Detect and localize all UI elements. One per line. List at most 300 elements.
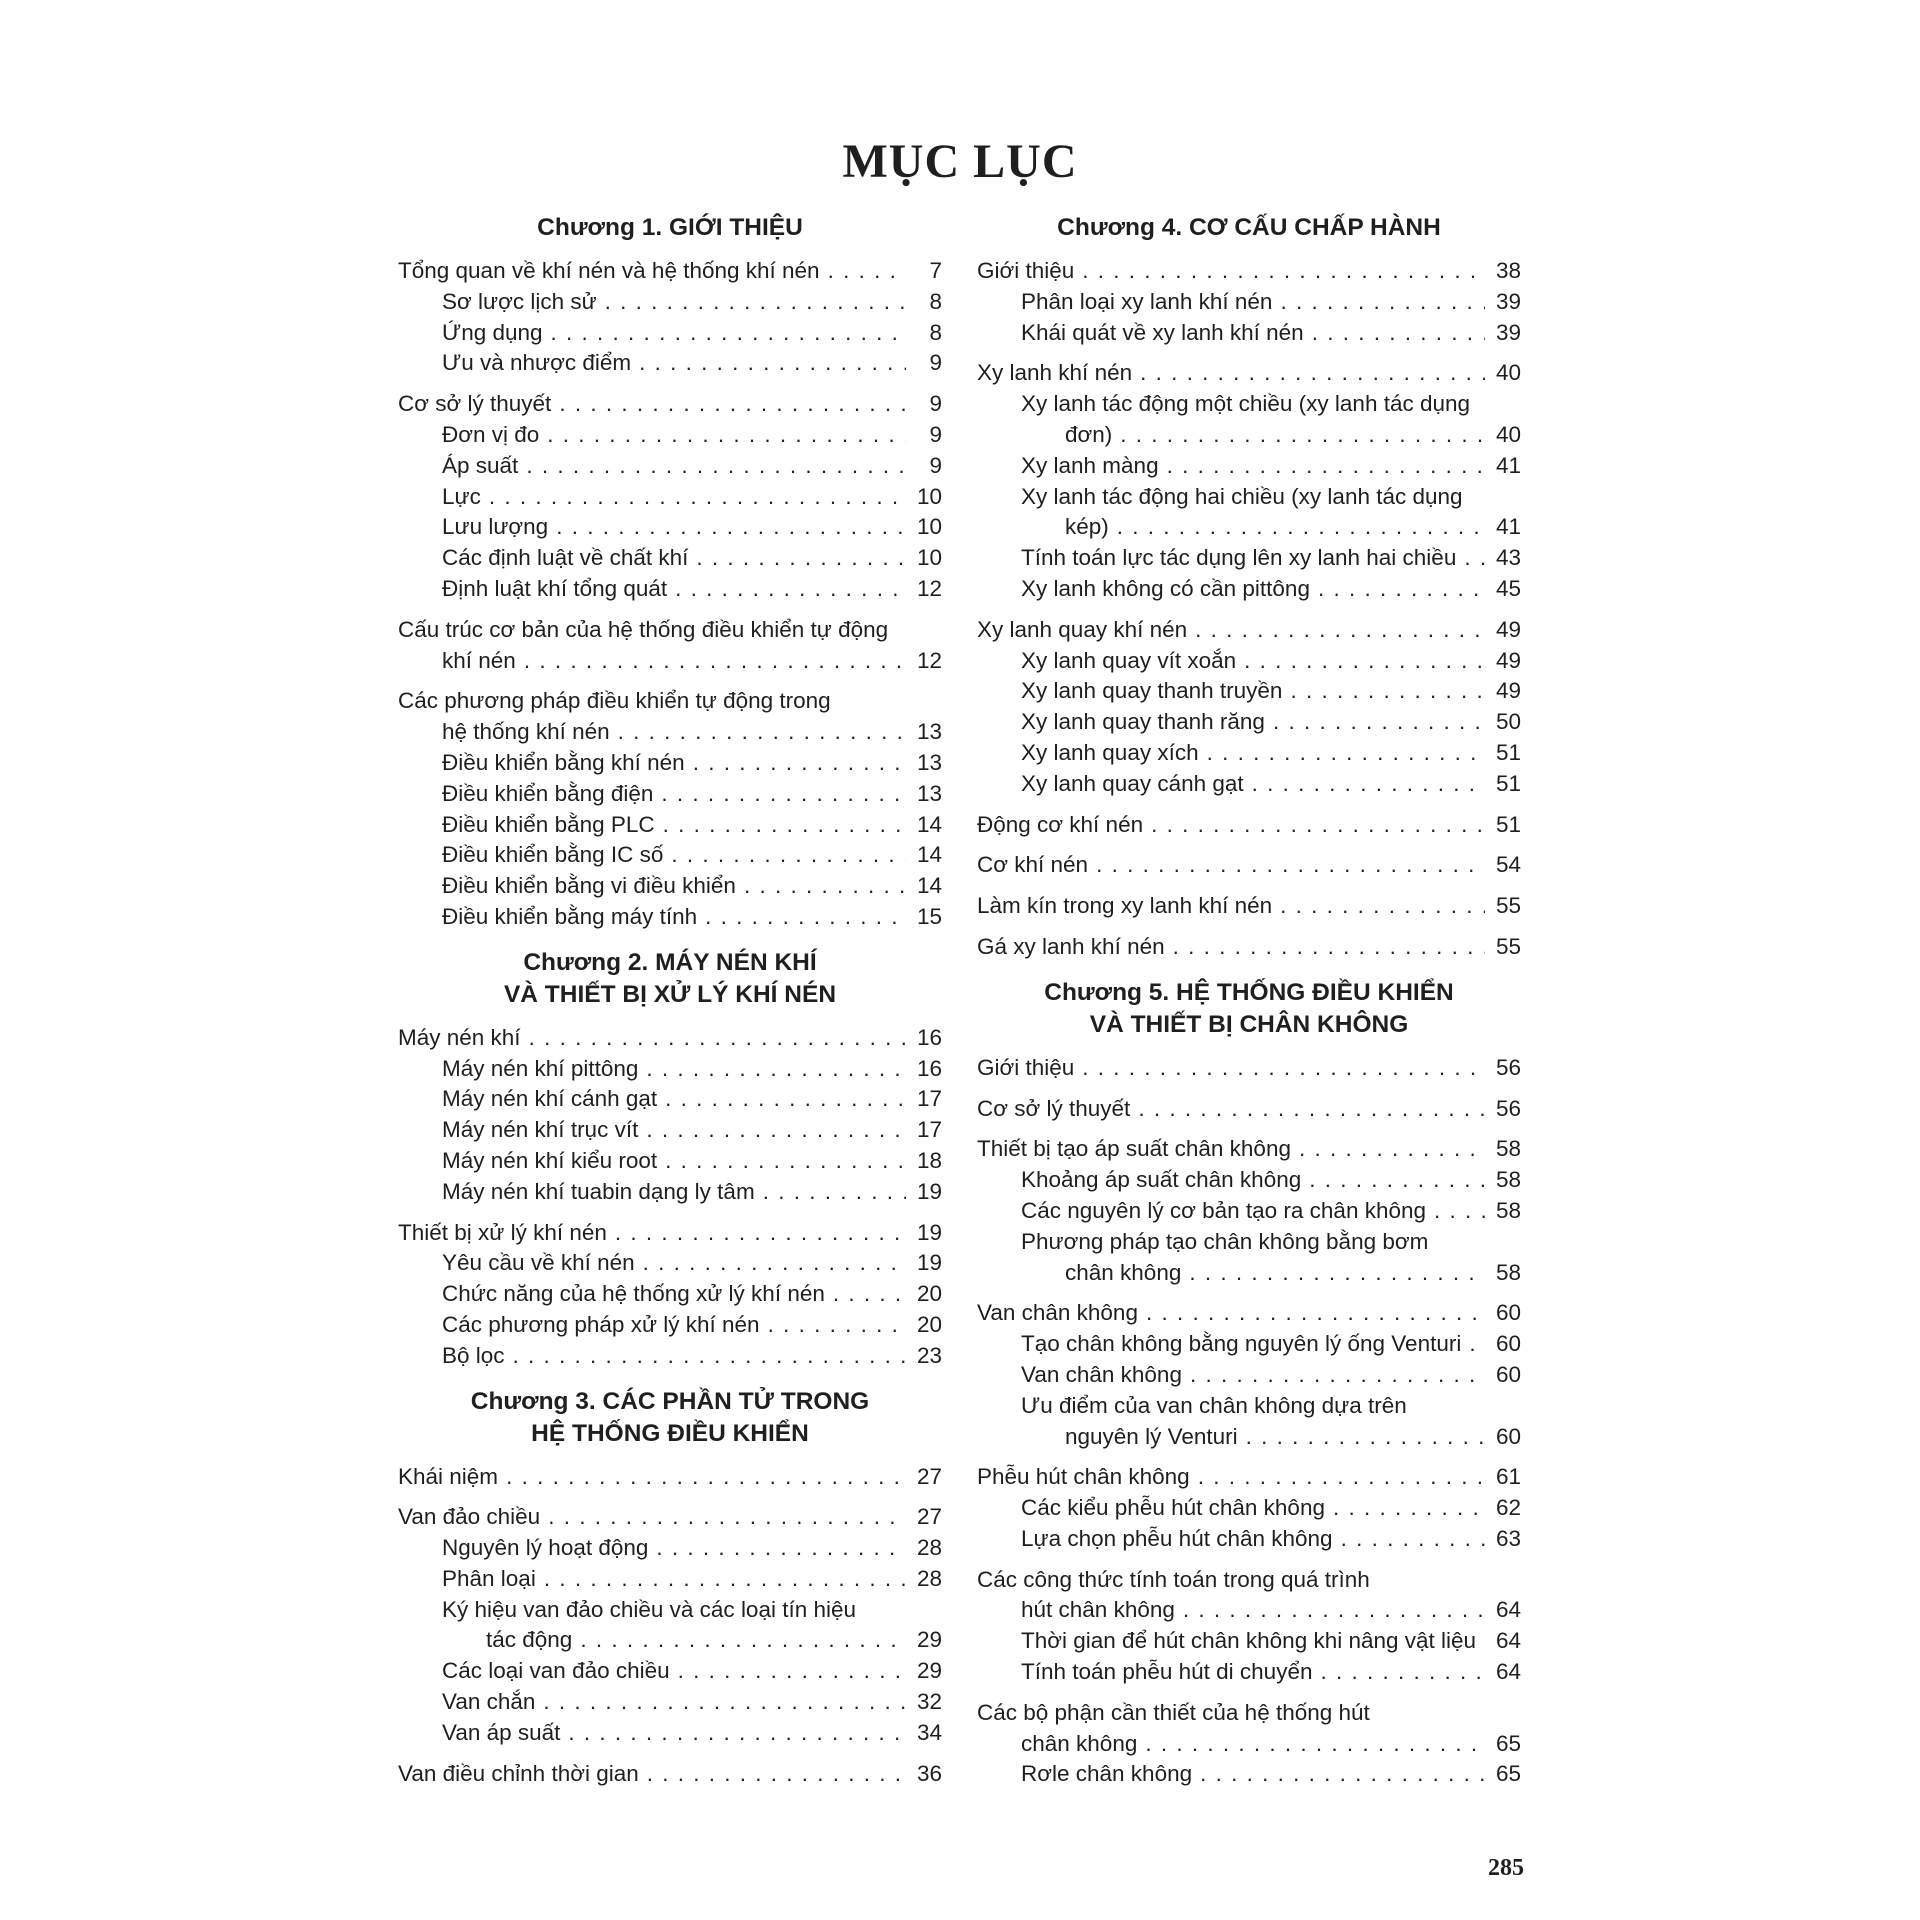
- dot-leader: [1273, 707, 1485, 738]
- toc-page-number: 61: [1495, 1464, 1521, 1490]
- toc-entry-text: Các công thức tính toán trong quá trình: [977, 1566, 1370, 1592]
- toc-page-number: 49: [1495, 647, 1521, 673]
- dot-leader: [1146, 1298, 1485, 1329]
- chapter-heading-line: Chương 2. MÁY NÉN KHÍ: [523, 948, 817, 976]
- toc-page-number: 55: [1495, 893, 1521, 919]
- dot-leader: [529, 1023, 906, 1054]
- toc-page-number: 29: [916, 1627, 942, 1653]
- dot-leader: [1318, 574, 1485, 605]
- toc-entry[interactable]: [977, 574, 1521, 605]
- toc-entry-text: Làm kín trong xy lanh khí nén: [977, 893, 1273, 919]
- page-title: MỤC LỤC: [842, 135, 1078, 188]
- toc-entry-text: Yêu cầu về khí nén: [442, 1250, 635, 1276]
- toc-entry[interactable]: [398, 1502, 942, 1533]
- dot-leader: [544, 1564, 906, 1595]
- dot-leader: [643, 1248, 906, 1279]
- toc-entry[interactable]: [398, 1084, 942, 1115]
- dot-leader: [693, 748, 906, 779]
- toc-entry[interactable]: [977, 707, 1521, 738]
- toc-entry[interactable]: [977, 256, 1521, 287]
- dot-leader: [1200, 1759, 1485, 1790]
- toc-entry-text: Xy lanh không có cần pittông: [1021, 575, 1310, 601]
- toc-entry-text: Xy lanh quay cánh gạt: [1021, 770, 1244, 796]
- dot-leader: [506, 1462, 906, 1493]
- dot-leader: [1280, 891, 1485, 922]
- toc-entry[interactable]: [977, 1391, 1521, 1453]
- toc-entry[interactable]: [977, 1360, 1521, 1391]
- toc-entry-text: Gá xy lanh khí nén: [977, 933, 1165, 959]
- dot-leader: [1117, 512, 1485, 543]
- toc-entry-text-continued: khí nén: [442, 647, 516, 673]
- toc-page-number: 9: [929, 391, 942, 417]
- toc-entry[interactable]: [977, 1759, 1521, 1790]
- toc-left-column: [398, 212, 942, 1789]
- toc-page-number: 45: [1495, 575, 1521, 601]
- toc-page-number: 32: [916, 1689, 942, 1715]
- toc-entry[interactable]: [977, 1196, 1521, 1227]
- dot-leader: [1309, 1165, 1485, 1196]
- dot-leader: [1207, 738, 1485, 769]
- toc-entry[interactable]: [977, 1053, 1521, 1084]
- toc-entry[interactable]: [398, 1533, 942, 1564]
- dot-leader: [1082, 1053, 1485, 1084]
- toc-entry-continuation: [1021, 512, 1521, 543]
- toc-entry-text: Xy lanh quay vít xoắn: [1021, 647, 1237, 673]
- dot-leader: [1190, 1360, 1485, 1391]
- toc-entry[interactable]: [977, 543, 1521, 574]
- toc-entry-text: Các định luật về chất khí: [442, 545, 689, 571]
- toc-entry[interactable]: [398, 420, 942, 451]
- toc-page-number: 54: [1495, 852, 1521, 878]
- dot-leader: [744, 871, 906, 902]
- dot-leader: [605, 287, 906, 318]
- toc-entry-text: Lựa chọn phễu hút chân không: [1021, 1525, 1333, 1551]
- toc-entry[interactable]: [977, 1626, 1521, 1657]
- toc-entry[interactable]: [977, 451, 1521, 482]
- chapter-heading: [398, 947, 942, 1011]
- toc-entry-text: Các nguyên lý cơ bản tạo ra chân không: [1021, 1197, 1427, 1223]
- toc-entry-text: Thiết bị tạo áp suất chân không: [977, 1136, 1291, 1162]
- toc-entry[interactable]: [398, 1759, 942, 1790]
- toc-entry-text: Chức năng của hệ thống xử lý khí nén: [442, 1281, 825, 1307]
- toc-entry[interactable]: [977, 646, 1521, 677]
- dot-leader: [646, 1115, 906, 1146]
- toc-entry[interactable]: [398, 451, 942, 482]
- dot-leader: [1299, 1134, 1485, 1165]
- toc-page-number: 29: [916, 1658, 942, 1684]
- toc-entry[interactable]: [977, 1298, 1521, 1329]
- toc-entry[interactable]: [977, 1657, 1521, 1688]
- toc-page-number: 20: [916, 1311, 942, 1337]
- toc-entry[interactable]: [398, 871, 942, 902]
- toc-entry-text: Cơ sở lý thuyết: [398, 391, 552, 417]
- dot-leader: [1484, 1626, 1485, 1657]
- toc-entry[interactable]: [398, 1177, 942, 1208]
- dot-leader: [1195, 615, 1485, 646]
- toc-page-number: 8: [929, 288, 942, 314]
- toc-page-number: 65: [1495, 1761, 1521, 1787]
- toc-entry[interactable]: [977, 932, 1521, 963]
- toc-entry-text: Cơ sở lý thuyết: [977, 1095, 1131, 1121]
- toc-entry[interactable]: [398, 810, 942, 841]
- toc-entry[interactable]: [398, 574, 942, 605]
- toc-entry-text-continued: kép): [1065, 514, 1109, 540]
- toc-page-number: 18: [916, 1147, 942, 1173]
- dot-leader: [551, 318, 906, 349]
- toc-page-number: 7: [929, 258, 942, 283]
- toc-entry-text: Xy lanh tác động hai chiều (xy lanh tác dụng: [1021, 483, 1463, 509]
- dot-leader: [671, 840, 906, 871]
- toc-page-number: 13: [916, 780, 942, 806]
- dot-leader: [663, 810, 906, 841]
- toc-entry-text: Xy lanh quay thanh răng: [1021, 709, 1265, 735]
- toc-entry-text-continued: nguyên lý Venturi: [1065, 1423, 1238, 1449]
- toc-entry-text: Nguyên lý hoạt động: [442, 1535, 649, 1561]
- toc-page-number: 36: [916, 1760, 942, 1786]
- toc-entry[interactable]: [977, 318, 1521, 349]
- toc-entry-text: Ưu điểm của van chân không dựa trên: [1021, 1392, 1407, 1418]
- toc-page-number: 63: [1495, 1525, 1521, 1551]
- dot-leader: [1290, 676, 1485, 707]
- dot-leader: [1280, 287, 1485, 318]
- toc-page-number: 16: [916, 1024, 942, 1050]
- dot-leader: [568, 1718, 906, 1749]
- toc-page-number: 17: [916, 1117, 942, 1143]
- toc-entry[interactable]: [398, 1218, 942, 1249]
- chapter-section: [398, 1386, 942, 1790]
- toc-entry-text-continued: chân không: [1021, 1730, 1138, 1756]
- chapter-section: [398, 947, 942, 1372]
- toc-entry[interactable]: [398, 748, 942, 779]
- toc-entry[interactable]: [398, 1595, 942, 1657]
- toc-entry[interactable]: [398, 256, 942, 287]
- toc-entry[interactable]: [398, 1341, 942, 1372]
- toc-entry-text: Điều khiển bằng PLC: [442, 811, 655, 837]
- chapter-heading-line: Chương 3. CÁC PHẦN TỬ TRONG: [470, 1387, 870, 1415]
- toc-entry[interactable]: [977, 482, 1521, 544]
- toc-entry-continuation: [1021, 1258, 1521, 1289]
- toc-entry-continuation: [442, 1625, 942, 1656]
- toc-entry[interactable]: [398, 1718, 942, 1749]
- toc-entry[interactable]: [977, 738, 1521, 769]
- chapter-heading: [398, 212, 942, 244]
- toc-entry[interactable]: [398, 902, 942, 933]
- toc-entry-text: Lưu lượng: [442, 514, 549, 540]
- toc-entry-text: Ứng dụng: [442, 319, 543, 345]
- toc-page-number: 10: [916, 514, 942, 540]
- toc-entry[interactable]: [398, 840, 942, 871]
- toc-right-column: [977, 212, 1521, 1790]
- dot-leader: [1341, 1524, 1485, 1555]
- toc-page-number: 9: [929, 452, 942, 478]
- toc-entry[interactable]: [977, 1565, 1521, 1627]
- toc-page-number: 10: [916, 545, 942, 571]
- dot-leader: [1434, 1196, 1485, 1227]
- dot-leader: [661, 779, 906, 810]
- dot-leader: [1312, 318, 1485, 349]
- dot-leader: [828, 256, 906, 287]
- toc-entry[interactable]: [977, 769, 1521, 800]
- toc-entry-text: Lực: [442, 483, 481, 509]
- toc-entry[interactable]: [398, 389, 942, 420]
- toc-entry[interactable]: [977, 1227, 1521, 1289]
- toc-page-number: 39: [1495, 319, 1521, 345]
- toc-page-number: 39: [1495, 288, 1521, 314]
- toc-entry-continuation: [977, 1729, 1521, 1760]
- toc-entry-continuation: [977, 1595, 1521, 1626]
- toc-page-number: 58: [1495, 1259, 1521, 1285]
- toc-entry[interactable]: [398, 1564, 942, 1595]
- toc-entry-text: Máy nén khí kiểu root: [442, 1147, 658, 1173]
- toc-page-number: 62: [1495, 1495, 1521, 1521]
- toc-page-number: 28: [916, 1535, 942, 1561]
- toc-entry[interactable]: [977, 1134, 1521, 1165]
- toc-entry-text: Các phương pháp điều khiển tự động trong: [398, 688, 831, 714]
- chapter-heading-line: Chương 4. CƠ CẤU CHẤP HÀNH: [1057, 214, 1441, 241]
- toc-page-number: 27: [916, 1504, 942, 1530]
- dot-leader: [1096, 850, 1485, 881]
- toc-entry[interactable]: [398, 1248, 942, 1279]
- toc-page-number: 40: [1495, 360, 1521, 386]
- toc-entry[interactable]: [977, 1698, 1521, 1760]
- toc-entry[interactable]: [977, 891, 1521, 922]
- toc-entry-text: Ký hiệu van đảo chiều và các loại tín hiệu: [442, 1596, 857, 1622]
- toc-page-number: 15: [916, 903, 942, 929]
- toc-entry[interactable]: [398, 686, 942, 748]
- toc-entry[interactable]: [977, 389, 1521, 451]
- dot-leader: [639, 348, 906, 379]
- dot-leader: [556, 512, 906, 543]
- dot-leader: [1173, 932, 1485, 963]
- toc-entry-text: Đơn vị đo: [442, 421, 540, 447]
- toc-page-number: 64: [1495, 1628, 1521, 1654]
- toc-entry-text: Xy lanh màng: [1021, 452, 1159, 478]
- dot-leader: [1252, 769, 1485, 800]
- toc-entry[interactable]: [398, 1146, 942, 1177]
- toc-entry-text: Máy nén khí trục vít: [442, 1117, 639, 1143]
- dot-leader: [513, 1341, 906, 1372]
- toc-entry-text: Phân loại: [442, 1565, 536, 1591]
- toc-page-number: 55: [1495, 933, 1521, 959]
- chapter-heading: [977, 977, 1521, 1041]
- toc-entry[interactable]: [977, 615, 1521, 646]
- dot-leader: [526, 451, 906, 482]
- toc-page-number: 9: [929, 350, 942, 376]
- toc-entry-text: Máy nén khí pittông: [442, 1055, 639, 1081]
- toc-page-number: 14: [916, 842, 942, 868]
- toc-entry[interactable]: [398, 1656, 942, 1687]
- dot-leader: [489, 482, 906, 513]
- chapter-heading-line: VÀ THIẾT BỊ CHÂN KHÔNG: [1089, 1010, 1409, 1038]
- toc-entry-text: Xy lanh quay xích: [1021, 739, 1199, 765]
- toc-entry[interactable]: [398, 1310, 942, 1341]
- dot-leader: [656, 1533, 906, 1564]
- dot-leader: [1120, 420, 1485, 451]
- toc-page-number: 58: [1495, 1197, 1521, 1223]
- toc-entry-text: Van đảo chiều: [398, 1504, 541, 1530]
- toc-entry[interactable]: [398, 779, 942, 810]
- toc-entry[interactable]: [398, 1054, 942, 1085]
- toc-entry-text: Tính toán lực tác dụng lên xy lanh hai chiều: [1021, 545, 1457, 571]
- toc-entry[interactable]: [398, 543, 942, 574]
- toc-entry[interactable]: [977, 1524, 1521, 1555]
- toc-entry[interactable]: [977, 850, 1521, 881]
- toc-page-number: 8: [929, 319, 942, 345]
- toc-entry-text-continued: chân không: [1065, 1259, 1182, 1285]
- toc-entry-text: Máy nén khí tuabin dạng ly tâm: [442, 1178, 755, 1204]
- toc-entry[interactable]: [977, 810, 1521, 841]
- toc-page-number: 43: [1495, 545, 1521, 571]
- toc-entry[interactable]: [398, 1279, 942, 1310]
- toc-entry[interactable]: [398, 482, 942, 513]
- toc-entry-text: Các kiểu phễu hút chân không: [1021, 1495, 1325, 1521]
- toc-entry-text: Xy lanh quay thanh truyền: [1021, 678, 1283, 704]
- dot-leader: [678, 1656, 906, 1687]
- toc-page-number: 60: [1495, 1423, 1521, 1449]
- chapter-heading-line: HỆ THỐNG ĐIỀU KHIỂN: [531, 1419, 809, 1447]
- toc-entry-text: Máy nén khí: [398, 1024, 521, 1050]
- dot-leader: [768, 1310, 906, 1341]
- toc-page-number: 41: [1495, 514, 1521, 540]
- dot-leader: [615, 1218, 906, 1249]
- toc-entry-text: Thiết bị xử lý khí nén: [398, 1219, 607, 1245]
- chapter-heading-line: Chương 1. GIỚI THIỆU: [537, 214, 803, 241]
- toc-page-number: 9: [929, 421, 942, 447]
- toc-entry-text: Xy lanh tác động một chiều (xy lanh tác dụng: [1021, 391, 1471, 417]
- toc-page-number: 19: [916, 1250, 942, 1276]
- dot-leader: [1140, 358, 1485, 389]
- toc-entry-text: Điều khiển bằng máy tính: [442, 903, 698, 929]
- toc-page-number: 49: [1495, 678, 1521, 704]
- toc-entry-continuation: [398, 646, 942, 677]
- toc-page-number: 51: [1495, 811, 1521, 837]
- toc-entry-text: Tính toán phễu hút di chuyển: [1021, 1659, 1313, 1685]
- chapter-heading-line: Chương 5. HỆ THỐNG ĐIỀU KHIỂN: [1044, 978, 1454, 1006]
- toc-entry-text: Phân loại xy lanh khí nén: [1021, 288, 1273, 314]
- toc-entry-text: Tạo chân không bằng nguyên lý ống Venturi: [1021, 1331, 1462, 1357]
- toc-entry[interactable]: [398, 348, 942, 379]
- toc-page-number: 13: [916, 719, 942, 745]
- toc-entry[interactable]: [977, 1165, 1521, 1196]
- toc-entry-text: Cơ khí nén: [977, 852, 1089, 878]
- toc-page-number: 58: [1495, 1136, 1521, 1162]
- toc-page-number: 16: [916, 1055, 942, 1081]
- dot-leader: [705, 902, 906, 933]
- chapter-section: [977, 977, 1521, 1791]
- toc-page-number: 41: [1495, 452, 1521, 478]
- toc-entry[interactable]: [977, 1094, 1521, 1125]
- toc-entry[interactable]: [977, 1462, 1521, 1493]
- toc-entry-text: Điều khiển bằng khí nén: [442, 749, 685, 775]
- dot-leader: [547, 420, 906, 451]
- dot-leader: [559, 389, 906, 420]
- toc-page-number: 64: [1495, 1659, 1521, 1685]
- toc-page-number: 13: [916, 749, 942, 775]
- dot-leader: [1244, 646, 1485, 677]
- toc-page-number: 60: [1495, 1361, 1521, 1387]
- toc-entry-text: Giới thiệu: [977, 1054, 1075, 1080]
- dot-leader: [580, 1625, 906, 1656]
- toc-page-number: 38: [1495, 258, 1521, 283]
- toc-page-number: 19: [916, 1178, 942, 1204]
- toc-entry-text: Cấu trúc cơ bản của hệ thống điều khiển tự động: [398, 616, 889, 642]
- toc-entry-text: Van áp suất: [442, 1719, 561, 1745]
- toc-entry-text: Động cơ khí nén: [977, 811, 1144, 837]
- dot-leader: [524, 646, 906, 677]
- toc-entry-text: Van chân không: [977, 1300, 1138, 1326]
- toc-page-number: 50: [1495, 709, 1521, 735]
- toc-entry[interactable]: [398, 512, 942, 543]
- toc-entry-text-continued: hút chân không: [1021, 1597, 1175, 1623]
- toc-entry-text: Bộ lọc: [442, 1342, 505, 1368]
- toc-entry-text: Van chắn: [442, 1689, 536, 1715]
- dot-leader: [1151, 810, 1485, 841]
- toc-entry[interactable]: [977, 676, 1521, 707]
- toc-page-number: 51: [1495, 770, 1521, 796]
- toc-page-number: 64: [1495, 1597, 1521, 1623]
- toc-entry-continuation: [1021, 1422, 1521, 1453]
- toc-entry[interactable]: [977, 1493, 1521, 1524]
- toc-entry-text: Rơle chân không: [1021, 1761, 1193, 1787]
- dot-leader: [543, 1687, 906, 1718]
- dot-leader: [665, 1146, 906, 1177]
- toc-page-number: 20: [916, 1281, 942, 1307]
- toc-page-number: 34: [916, 1719, 942, 1745]
- toc-entry-text: Thời gian để hút chân không khi nâng vật liệu: [1021, 1628, 1477, 1654]
- toc-entry-text: Van điều chỉnh thời gian: [398, 1760, 639, 1786]
- toc-entry-text-continued: đơn): [1065, 421, 1113, 447]
- toc-page-number: 28: [916, 1565, 942, 1591]
- dot-leader: [665, 1084, 906, 1115]
- dot-leader: [1469, 1329, 1485, 1360]
- dot-leader: [1167, 451, 1485, 482]
- dot-leader: [1333, 1493, 1485, 1524]
- toc-entry[interactable]: [977, 1329, 1521, 1360]
- toc-entry-text: Điều khiển bằng vi điều khiển: [442, 873, 736, 899]
- toc-entry[interactable]: [398, 1023, 942, 1054]
- chapter-heading: [398, 1386, 942, 1450]
- toc-page-number: 12: [916, 575, 942, 601]
- toc-page-number: 65: [1495, 1730, 1521, 1756]
- chapter-heading-line: VÀ THIẾT BỊ XỬ LÝ KHÍ NÉN: [503, 980, 837, 1008]
- toc-entry[interactable]: [398, 287, 942, 318]
- toc-page-number: 14: [916, 811, 942, 837]
- dot-leader: [1145, 1729, 1485, 1760]
- toc-entry[interactable]: [398, 1115, 942, 1146]
- dot-leader: [1320, 1657, 1485, 1688]
- toc-page-number: 27: [916, 1463, 942, 1489]
- dot-leader: [1183, 1595, 1485, 1626]
- toc-entry[interactable]: [398, 1462, 942, 1493]
- dot-leader: [548, 1502, 906, 1533]
- toc-page-number: 51: [1495, 739, 1521, 765]
- toc-entry[interactable]: [398, 615, 942, 677]
- toc-page-number: 23: [916, 1342, 942, 1368]
- toc-entry-continuation: [1021, 420, 1521, 451]
- toc-page-number: 56: [1495, 1054, 1521, 1080]
- dot-leader: [1198, 1462, 1485, 1493]
- toc-entry-continuation: [398, 717, 942, 748]
- toc-entry[interactable]: [977, 287, 1521, 318]
- toc-entry-text: Phương pháp tạo chân không bằng bơm: [1021, 1228, 1429, 1254]
- toc-entry[interactable]: [398, 318, 942, 349]
- toc-entry[interactable]: [977, 358, 1521, 389]
- toc-entry-text: Van chân không: [1021, 1361, 1182, 1387]
- toc-entry[interactable]: [398, 1687, 942, 1718]
- toc-entry-text: Khái quát về xy lanh khí nén: [1021, 319, 1304, 345]
- toc-entry-text: Sơ lược lịch sử: [442, 288, 597, 314]
- dot-leader: [696, 543, 906, 574]
